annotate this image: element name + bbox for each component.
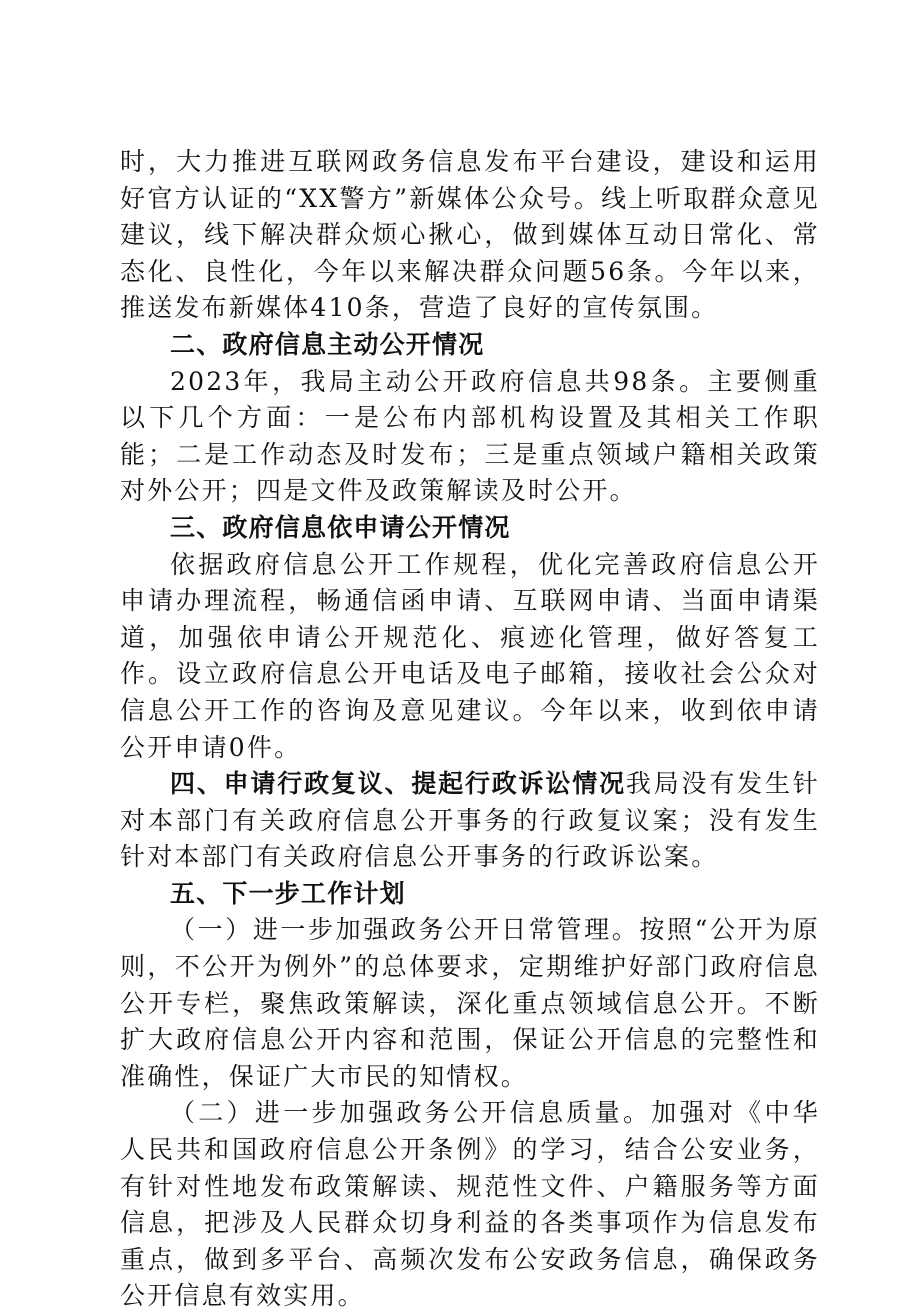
section-heading-next-steps: 五、下一步工作计划 (170, 878, 406, 908)
next-step-item-1: （一）进一步加强政务公开日常管理。按照“公开为原则，不公开为例外”的总体要求，定期维护好部门政府信息公开专栏，聚焦政策解读，深化重点领域信息公开。不断扩大政府信息公开内容和范围，保证公开信息的完整性和准确性，保证广大市民的知情权。 (120, 915, 820, 1091)
review-litigation-text: 我局没有发生针对本部门有关政府信息公开事务的行政复议案；没有发生针对本部门有关政府信息公开事务的行政诉讼案。 (120, 769, 820, 872)
document-body (120, 144, 820, 1315)
proactive-disclosure-paragraph: 2023年，我局主动公开政府信息共98条。主要侧重以下几个方面：一是公布内部机构设置及其相关工作职能；二是工作动态及时发布；三是重点领域户籍相关政策对外公开；四是文件及政策解读及时公开。 (120, 366, 820, 506)
section-heading-proactive-disclosure: 二、政府信息主动公开情况 (170, 329, 485, 359)
request-disclosure-paragraph: 依据政府信息公开工作规程，优化完善政府信息公开申请办理流程，畅通信函申请、互联网申请、当面申请渠道，加强依申请公开规范化、痕迹化管理，做好答复工作。设立政府信息公开电话及电子邮箱，接收社会公众对信息公开工作的咨询及意见建议。今年以来，收到依申请公开申请0件。 (120, 549, 820, 762)
next-step-item-2: （二）进一步加强政务公开信息质量。加强对《中华人民共和国政府信息公开条例》的学习，结合公安业务，有针对性地发布政策解读、规范性文件、户籍服务等方面信息，把涉及人民群众切身利益的各类事项作为信息发布重点，做到多平台、高频次发布公安政务信息，确保政务公开信息有效实用。 (120, 1098, 820, 1311)
section-heading-request-disclosure: 三、政府信息依申请公开情况 (170, 512, 511, 542)
section-heading-review-litigation: 四、申请行政复议、提起行政诉讼情况 (170, 769, 626, 799)
intro-paragraph: 时，大力推进互联网政务信息发布平台建设，建设和运用好官方认证的“XX警方”新媒体公众号。线上听取群众意见建议，线下解决群众烦心揪心，做到媒体互动日常化、常态化、良性化，今年以来解决群众问题56条。今年以来，推送发布新媒体410条，营造了良好的宣传氛围。 (120, 147, 820, 323)
review-litigation-paragraph (120, 766, 820, 876)
